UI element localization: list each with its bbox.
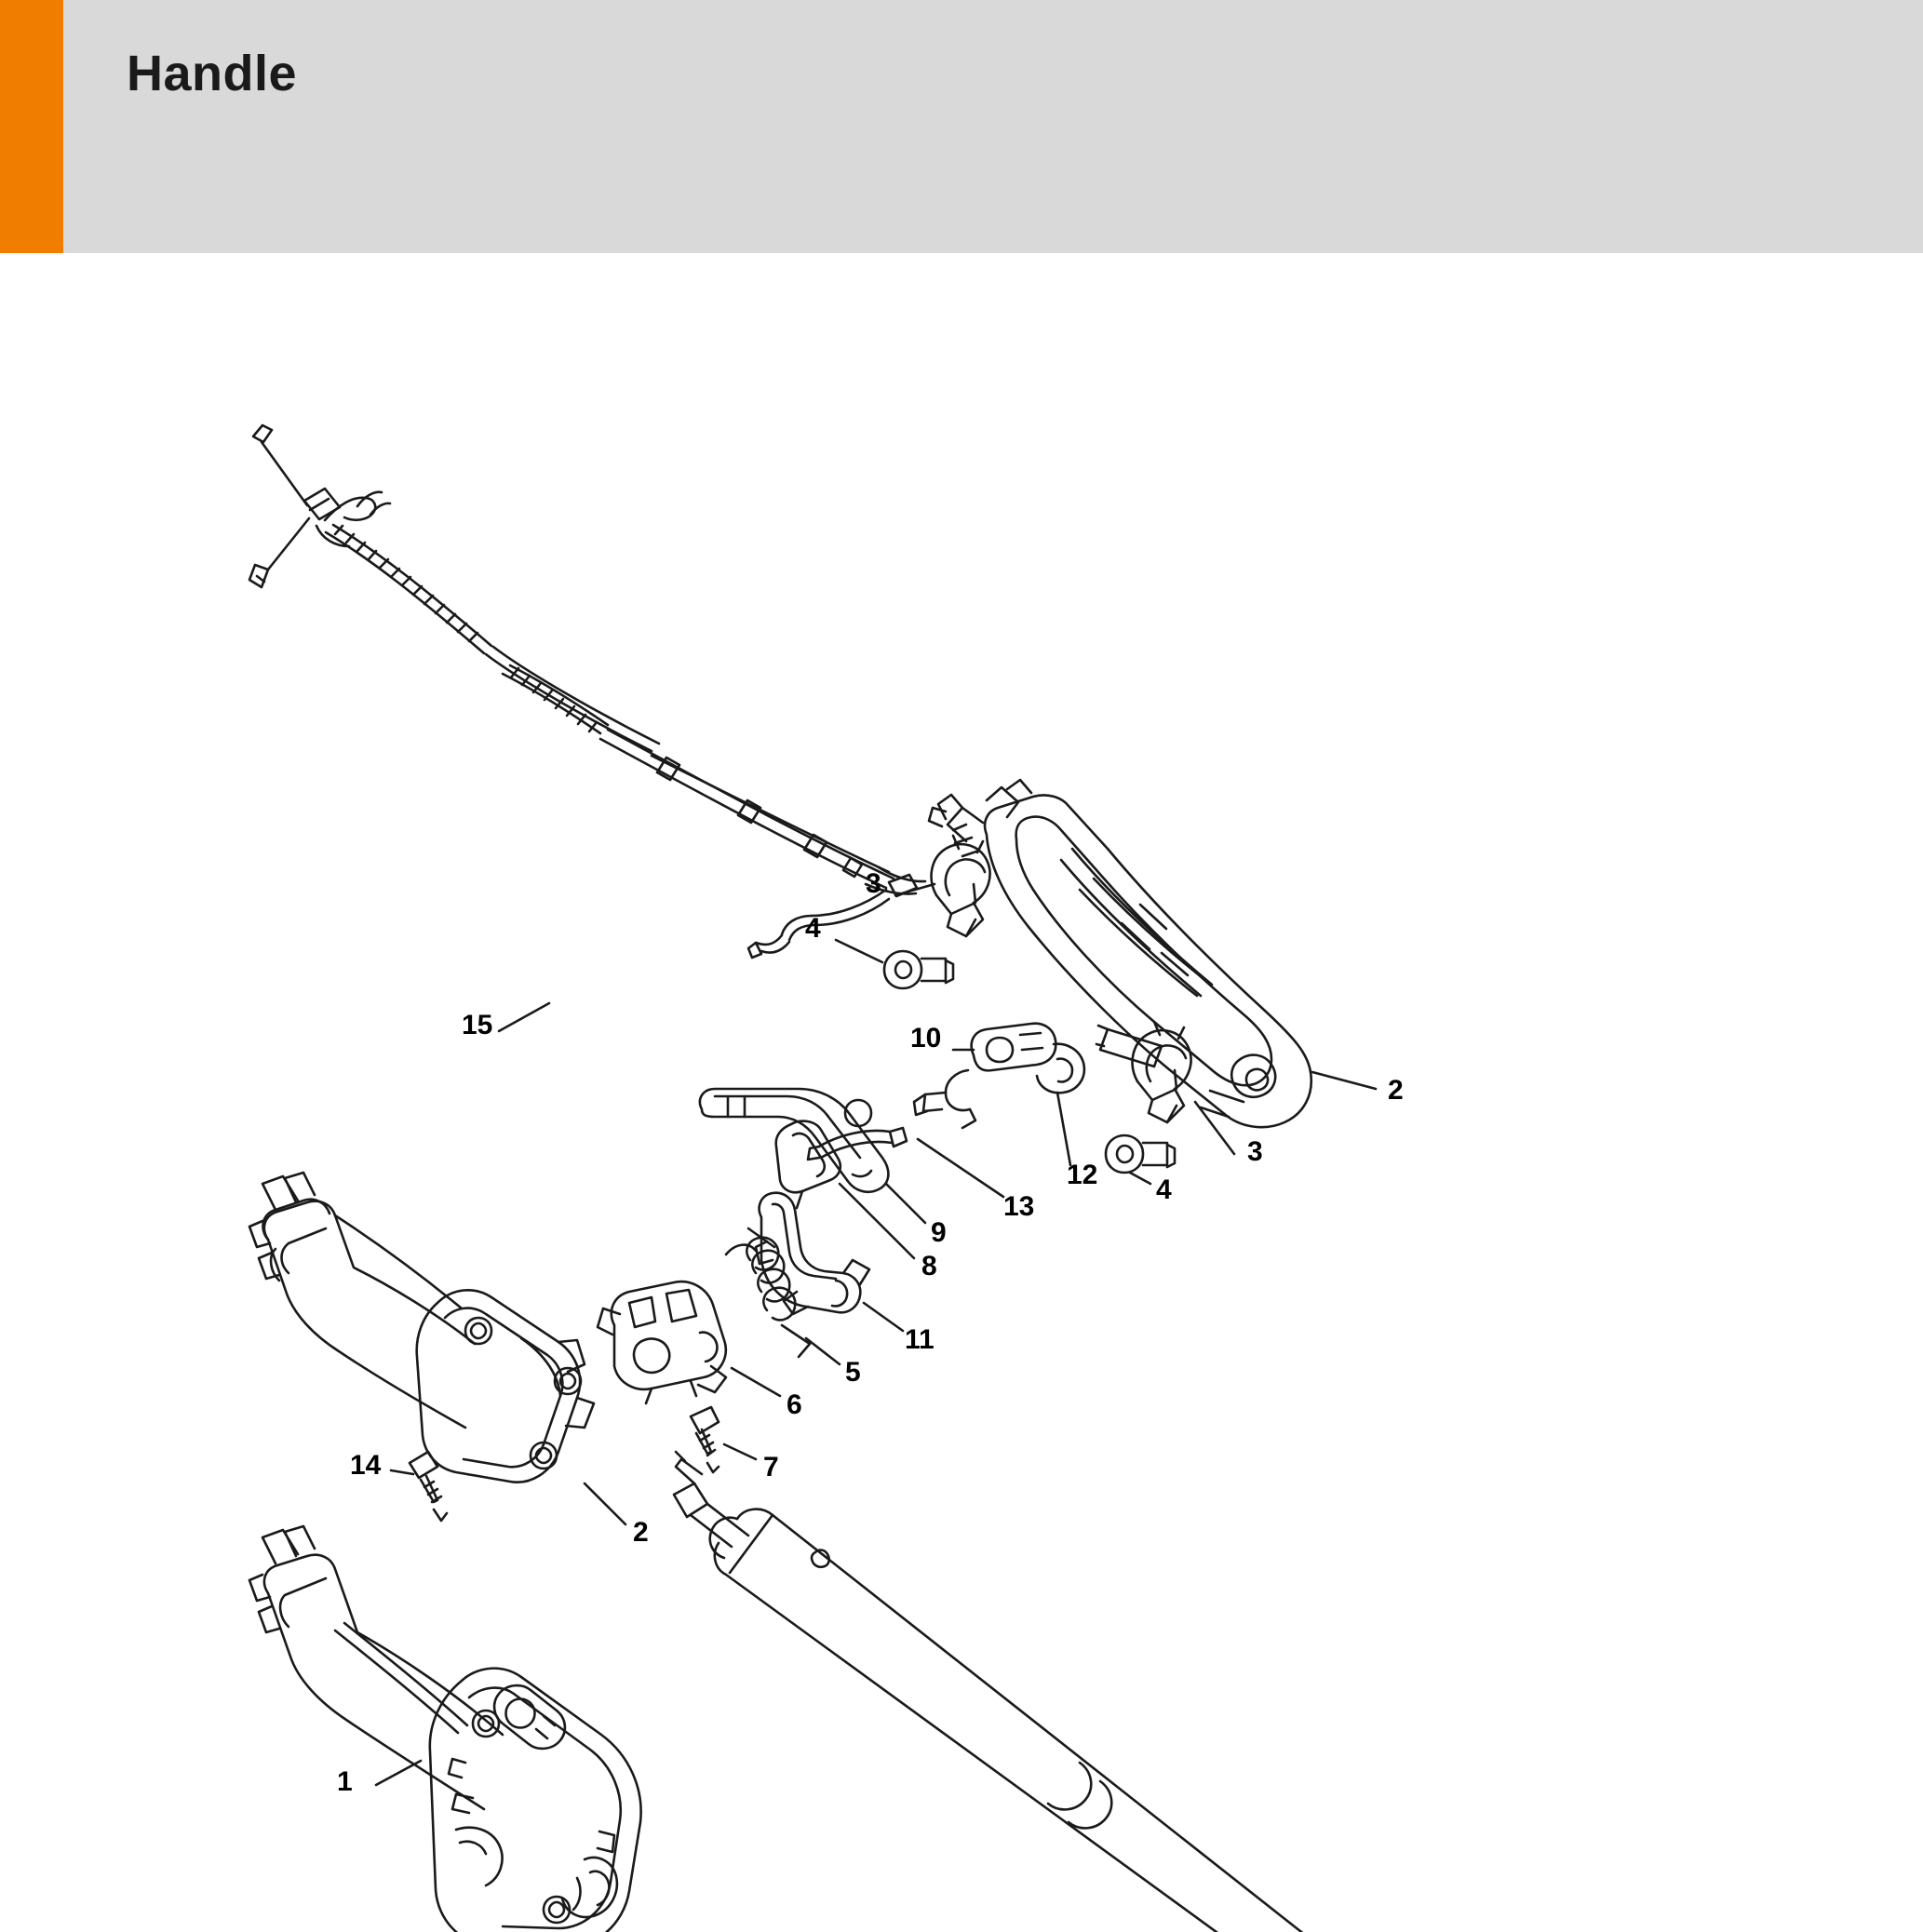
callout-1: 1 <box>337 1766 353 1797</box>
callout-8: 8 <box>921 1251 937 1281</box>
callout-2-middle: 2 <box>633 1517 649 1548</box>
part-14-screw <box>410 1452 447 1521</box>
leader-12 <box>1057 1093 1070 1165</box>
leader-4-upper <box>836 940 882 962</box>
exploded-diagram-svg <box>0 253 1923 1932</box>
leader-8 <box>840 1184 914 1258</box>
leader-2-middle <box>585 1483 625 1524</box>
callout-4-lower: 4 <box>1156 1174 1172 1205</box>
page-title: Handle <box>127 46 298 101</box>
callout-9: 9 <box>931 1217 947 1248</box>
leader-7 <box>724 1444 756 1459</box>
callout-10: 10 <box>910 1023 942 1053</box>
part-2-handle-housing-upper <box>929 780 1311 1127</box>
part-11-switch-lever <box>756 1193 869 1314</box>
leader-3-lower <box>1195 1102 1234 1154</box>
page-header-band <box>0 0 1923 253</box>
callout-4-upper: 4 <box>805 913 821 944</box>
leader-5 <box>806 1338 840 1364</box>
callout-3-upper: 3 <box>866 868 881 899</box>
callout-2-upper: 2 <box>1388 1075 1404 1106</box>
leader-11 <box>864 1303 903 1331</box>
leader-14 <box>391 1470 413 1474</box>
part-4-screw-lower <box>1106 1135 1175 1173</box>
callout-12: 12 <box>1067 1160 1098 1190</box>
part-1-handle-assembly <box>249 1526 641 1932</box>
callout-5: 5 <box>845 1357 861 1388</box>
part-12-linkage <box>914 1070 975 1128</box>
part-7-screw <box>691 1407 719 1472</box>
part-6-switch-carrier <box>598 1281 726 1403</box>
leader-6 <box>732 1368 780 1396</box>
part-3-clamp-lower <box>1133 1022 1191 1122</box>
part-2-handle-housing-middle <box>249 1173 594 1483</box>
part-4-screw-upper <box>884 951 953 988</box>
callout-6: 6 <box>787 1389 802 1420</box>
callout-3-lower: 3 <box>1247 1136 1263 1167</box>
callout-14: 14 <box>350 1450 382 1481</box>
drive-tube-shaft <box>674 1452 1636 1932</box>
callout-11: 11 <box>905 1324 935 1355</box>
callout-15: 15 <box>462 1010 493 1040</box>
header-accent-bar <box>0 0 63 253</box>
leader-13 <box>918 1139 1003 1197</box>
leader-9 <box>886 1184 925 1223</box>
part-10-interlock-button <box>972 1024 1084 1093</box>
leader-15 <box>499 1003 549 1031</box>
callout-7: 7 <box>763 1452 779 1483</box>
leader-2-upper <box>1312 1072 1376 1089</box>
part-15-cable-harness <box>249 425 925 958</box>
leader-4-lower <box>1130 1173 1150 1184</box>
callout-13: 13 <box>1003 1191 1035 1222</box>
parts-diagram <box>0 253 1923 1932</box>
part-3-clamp-upper <box>932 836 990 936</box>
part-9-throttle-trigger <box>700 1089 888 1192</box>
leader-1 <box>376 1761 421 1785</box>
